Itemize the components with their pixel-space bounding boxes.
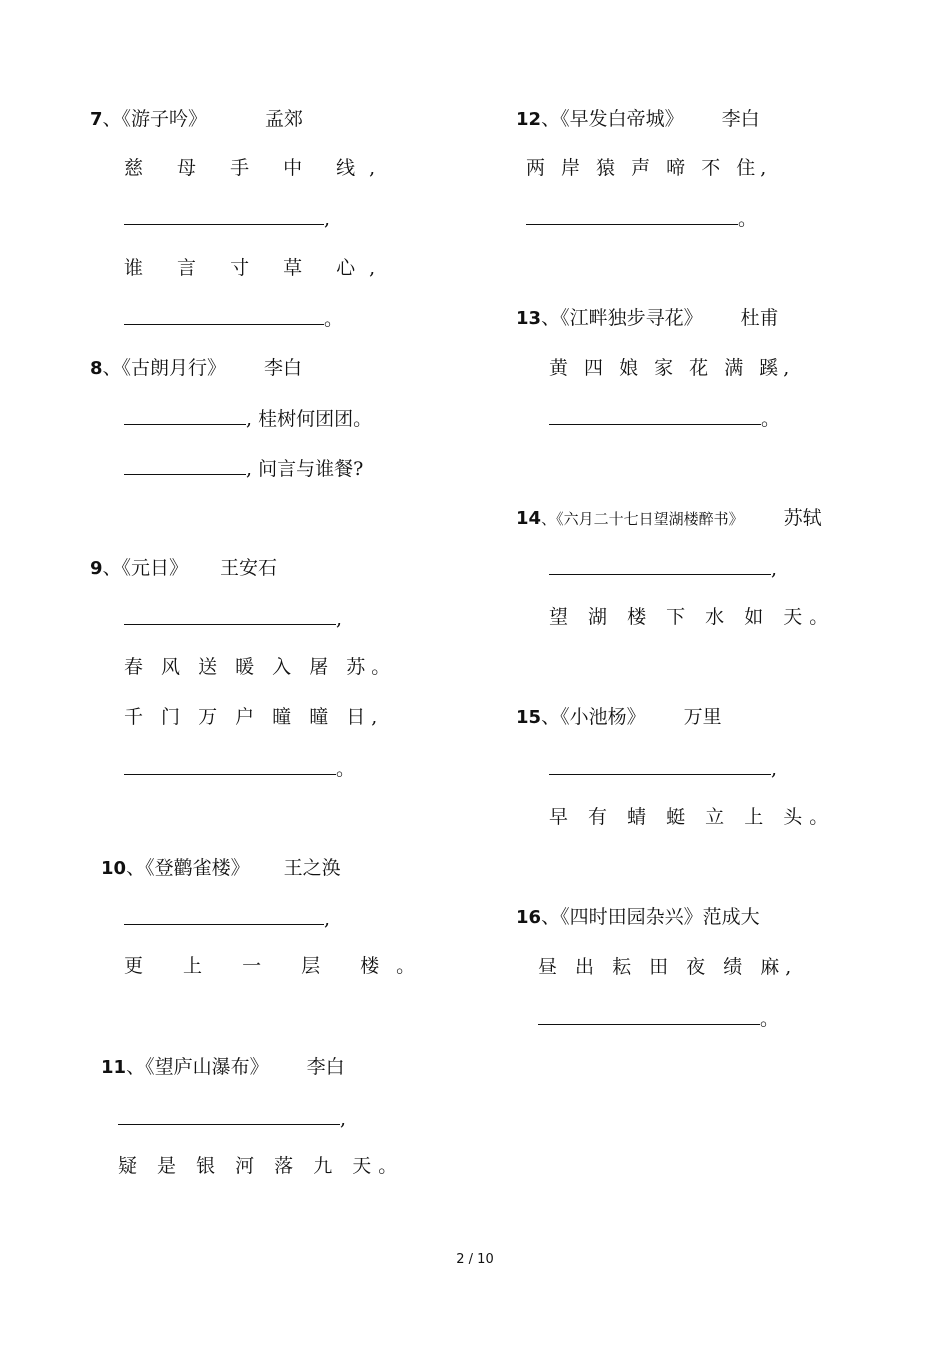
- punctuation: ,: [771, 558, 778, 580]
- poem-13-line-1: 黄 四 娘 家 花 满 蹊,: [549, 357, 795, 379]
- poem-author: 李白: [306, 1056, 345, 1078]
- poem-title: 、《元日》: [102, 557, 189, 579]
- poem-number: 9: [90, 558, 103, 579]
- poem-8-line-1[interactable]: [124, 406, 372, 432]
- poem-title: 、《登鹳雀楼》: [126, 857, 250, 879]
- poem-author: 李白: [264, 357, 303, 379]
- poem-number: 8: [90, 358, 103, 379]
- poem-16-blank-line-2[interactable]: [538, 1006, 779, 1032]
- poem-number: 14: [516, 508, 542, 529]
- poem-number: 7: [90, 109, 103, 130]
- punctuation: ,: [771, 758, 778, 780]
- poem-10-heading: [101, 855, 341, 881]
- poem-number: 13: [516, 308, 542, 329]
- poem-author: 李白: [721, 108, 760, 130]
- poem-9-blank-line-4[interactable]: [124, 756, 355, 782]
- poem-16-heading: [516, 904, 760, 930]
- poem-7-blank-line-2[interactable]: [124, 206, 330, 232]
- poem-14-blank-line-1[interactable]: [549, 556, 777, 582]
- poem-number: 12: [516, 109, 542, 130]
- fill-blank[interactable]: [549, 406, 761, 425]
- poem-title: 、《四时田园杂兴》: [541, 906, 703, 928]
- poem-number: 15: [516, 707, 542, 728]
- poem-9-line-2: 春 风 送 暖 入 屠 苏。: [124, 656, 397, 678]
- punctuation: 。: [336, 758, 356, 780]
- poem-16-line-1: 昼 出 耘 田 夜 绩 麻,: [538, 956, 798, 978]
- poem-number: 11: [101, 1057, 127, 1078]
- poem-10-blank-line-1[interactable]: [124, 906, 330, 932]
- poem-8-line-2[interactable]: [124, 456, 363, 482]
- poem-number: 16: [516, 907, 542, 928]
- poem-12-heading: [516, 106, 760, 132]
- poem-title: 、《小池杨》: [541, 706, 646, 728]
- poem-title: 、《望庐山瀑布》: [126, 1056, 269, 1078]
- poem-author: 王之涣: [283, 857, 341, 879]
- fill-blank[interactable]: [538, 1006, 760, 1025]
- poem-10-line-2: 更 上 一 层 楼。: [124, 955, 433, 977]
- fill-blank[interactable]: [124, 456, 246, 475]
- poem-number: 10: [101, 858, 127, 879]
- poem-author: 杜甫: [740, 307, 779, 329]
- line-text: , 桂树何团团。: [246, 408, 373, 430]
- poem-11-blank-line-1[interactable]: [118, 1106, 346, 1132]
- punctuation: ,: [340, 1108, 347, 1130]
- punctuation: ,: [324, 908, 331, 930]
- poem-12-blank-line-2[interactable]: [526, 206, 757, 232]
- punctuation: 。: [760, 1008, 780, 1030]
- poem-title: 、《六月二十七日望湖楼醉书》: [541, 510, 744, 528]
- poem-7-line-3: 谁 言 寸 草 心,: [124, 257, 390, 279]
- poem-author: 苏轼: [783, 507, 822, 529]
- poem-author: 万里: [683, 706, 722, 728]
- poem-13-blank-line-2[interactable]: [549, 406, 780, 432]
- fill-blank[interactable]: [549, 756, 771, 775]
- punctuation: 。: [761, 408, 781, 430]
- fill-blank[interactable]: [124, 606, 336, 625]
- poem-author: 孟郊: [265, 108, 304, 130]
- fill-blank[interactable]: [124, 306, 324, 325]
- fill-blank[interactable]: [124, 206, 324, 225]
- fill-blank[interactable]: [526, 206, 738, 225]
- punctuation: 。: [738, 208, 758, 230]
- poem-7-line-1: 慈 母 手 中 线,: [124, 157, 390, 179]
- fill-blank[interactable]: [124, 756, 336, 775]
- punctuation: 。: [324, 308, 344, 330]
- poem-12-line-1: 两 岸 猿 声 啼 不 住,: [526, 157, 772, 179]
- fill-blank[interactable]: [124, 906, 324, 925]
- poem-9-heading: [90, 555, 277, 581]
- poem-15-blank-line-1[interactable]: [549, 756, 777, 782]
- poem-9-line-3: 千 门 万 户 曈 曈 日,: [124, 706, 384, 728]
- poem-14-heading: [516, 505, 822, 531]
- fill-blank[interactable]: [549, 556, 771, 575]
- fill-blank[interactable]: [118, 1106, 340, 1125]
- poem-title: 、《古朗月行》: [102, 357, 227, 379]
- poem-8-heading: [90, 355, 302, 381]
- page-number: 2 / 10: [456, 1252, 494, 1267]
- fill-blank[interactable]: [124, 406, 246, 425]
- poem-7-heading: [90, 106, 303, 132]
- poem-14-line-2: 望 湖 楼 下 水 如 天。: [549, 606, 836, 628]
- poem-title: 、《江畔独步寻花》: [541, 307, 703, 329]
- poem-author: 王安石: [220, 557, 278, 579]
- poem-author: 范成大: [702, 906, 760, 928]
- poem-title: 、《游子吟》: [102, 108, 208, 130]
- poem-9-blank-line-1[interactable]: [124, 606, 342, 632]
- poem-13-heading: [516, 305, 779, 331]
- punctuation: ,: [324, 208, 331, 230]
- poem-11-line-2: 疑 是 银 河 落 九 天。: [118, 1155, 405, 1177]
- line-text: , 问言与谁餐?: [246, 458, 364, 480]
- poem-11-heading: [101, 1054, 345, 1080]
- poem-title: 、《早发白帝城》: [541, 108, 684, 130]
- poem-15-heading: [516, 704, 722, 730]
- poem-15-line-2: 早 有 蜻 蜓 立 上 头。: [549, 806, 836, 828]
- poem-7-blank-line-4[interactable]: [124, 306, 343, 332]
- punctuation: ,: [336, 608, 343, 630]
